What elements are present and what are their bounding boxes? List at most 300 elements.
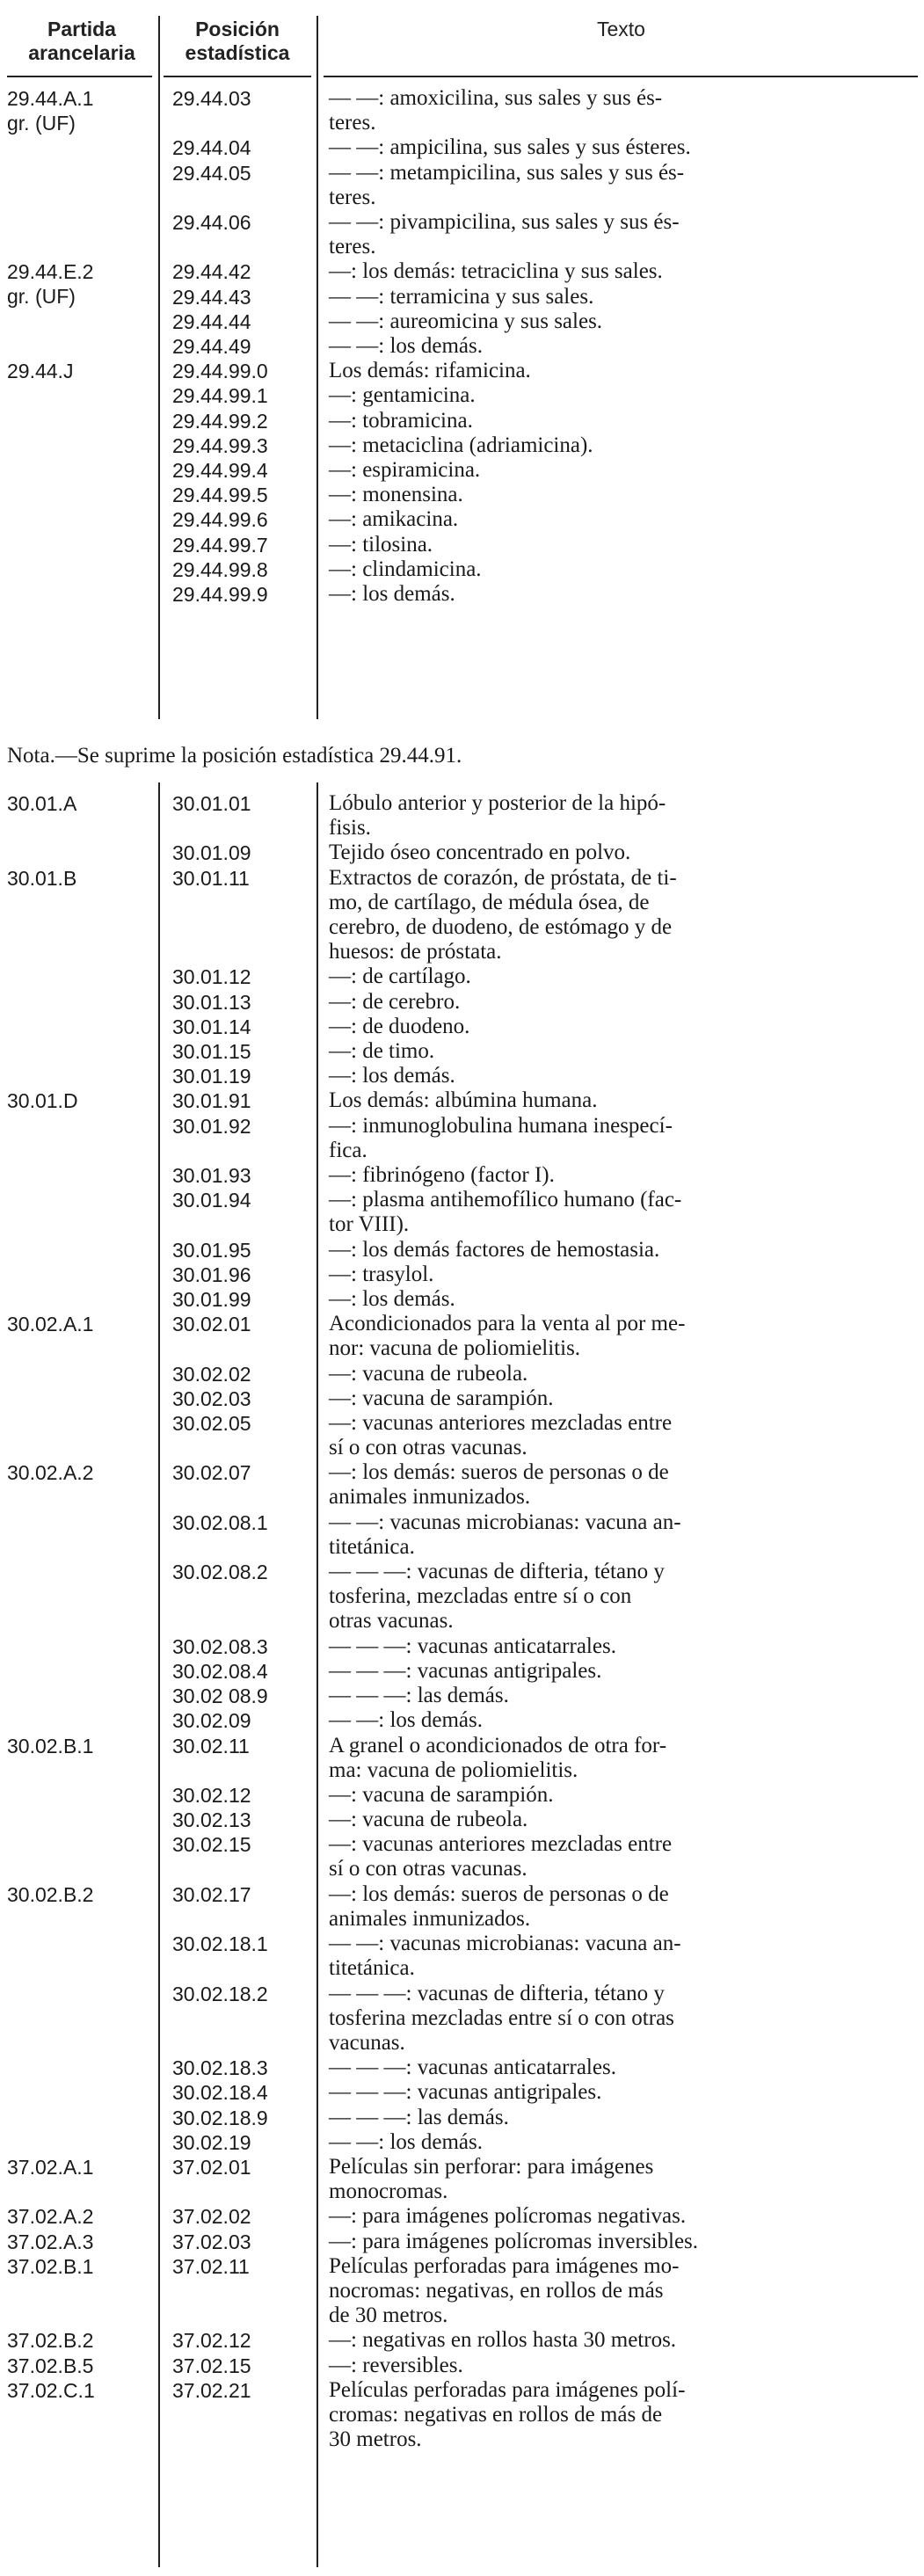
table-row — [0, 1237, 924, 1262]
table-row — [0, 483, 924, 507]
table-row — [0, 1361, 924, 1386]
texto-cell — [329, 1312, 913, 1361]
texto-cell — [329, 433, 913, 458]
posicion-estadistica-cell: 29.44.42 — [172, 260, 251, 284]
texto-line: Tejido óseo concentrado en polvo. — [329, 840, 631, 865]
texto-line: teres. — [329, 111, 376, 135]
posicion-estadistica-cell: 30.02.03 — [172, 1386, 251, 1410]
texto-cell — [329, 1411, 913, 1460]
texto-line: — —: vacunas microbianas: vacuna an- — [329, 1932, 681, 1956]
texto-cell — [329, 285, 913, 309]
posicion-estadistica-cell: 29.44.06 — [172, 211, 251, 234]
texto-line: —: los demás. — [329, 1064, 455, 1088]
table-row — [0, 1163, 924, 1187]
texto-line: tosferina mezcladas entre sí o con otras — [329, 2005, 674, 2030]
partida-unit: gr. (UF) — [7, 112, 76, 135]
texto-line: —: de timo. — [329, 1039, 435, 1063]
table-row — [0, 964, 924, 989]
texto-line: —: vacunas anteriores mezcladas entre — [329, 1411, 673, 1435]
texto-cell — [329, 383, 913, 408]
table-row — [0, 1708, 924, 1733]
posicion-estadistica-cell: 30.02.18.2 — [172, 1982, 268, 2005]
texto-line: fica. — [329, 1138, 367, 1162]
posicion-estadistica-cell: 30.01.94 — [172, 1189, 251, 1212]
texto-line: Películas perforadas para imágenes polí- — [329, 2377, 686, 2402]
table-row — [0, 210, 924, 258]
texto-line: —: los demás. — [329, 1287, 455, 1311]
posicion-estadistica-cell: 30.01.15 — [172, 1040, 251, 1063]
texto-cell — [329, 334, 913, 359]
texto-cell — [329, 1163, 913, 1188]
texto-line: — — —: vacunas anticatarrales. — [329, 1634, 616, 1658]
table-row — [0, 865, 924, 964]
texto-line: —: negativas en rollos hasta 30 metros. — [329, 2328, 677, 2353]
posicion-estadistica-cell: 30.02.18.1 — [172, 1932, 268, 1956]
posicion-estadistica-cell: 29.44.03 — [172, 87, 251, 110]
posicion-estadistica-cell: 30.02.18.3 — [172, 2056, 268, 2080]
texto-line: — —: terramicina y sus sales. — [329, 284, 594, 309]
posicion-estadistica-cell: 29.44.99.6 — [172, 508, 268, 532]
posicion-estadistica-cell: 29.44.99.2 — [172, 409, 268, 433]
texto-line: —: los demás: sueros de personas o de — [329, 1881, 669, 1906]
table-row — [0, 1832, 924, 1881]
table-row — [0, 582, 924, 606]
texto-cell — [329, 2155, 913, 2204]
posicion-estadistica-cell: 30.01.13 — [172, 990, 251, 1014]
posicion-estadistica-cell: 30.02.09 — [172, 1709, 251, 1733]
texto-line: —: los demás. — [329, 582, 455, 606]
posicion-estadistica-cell: 29.44.04 — [172, 136, 251, 160]
texto-cell — [329, 1882, 913, 1932]
texto-cell — [329, 2378, 913, 2452]
posicion-estadistica-cell: 37.02.11 — [172, 2254, 250, 2278]
table-row — [0, 1684, 924, 1708]
texto-line: —: los demás: sueros de personas o de — [329, 1460, 669, 1485]
texto-line: —: gentamicina. — [329, 383, 476, 408]
texto-cell — [329, 2328, 913, 2353]
partida-arancelaria-cell — [7, 2254, 93, 2279]
texto-line: — — —: vacunas antigripales. — [329, 2080, 602, 2105]
note-text: Nota.—Se suprime la posición estadística 29.44.91. — [7, 744, 462, 768]
texto-line: ma: vacuna de poliomielitis. — [329, 1757, 578, 1782]
partida-code: 37.02.C.1 — [7, 2378, 95, 2402]
header-posicion-line1: Posición — [195, 18, 280, 40]
table-row — [0, 1386, 924, 1410]
texto-line: teres. — [329, 235, 376, 258]
texto-cell — [329, 1932, 913, 1981]
posicion-estadistica-cell: 29.44.43 — [172, 285, 251, 309]
texto-cell — [329, 2204, 913, 2229]
texto-line: — — —: las demás. — [329, 1684, 509, 1708]
posicion-estadistica-cell: 30.02 08.9 — [172, 1685, 268, 1708]
texto-cell — [329, 533, 913, 557]
table-row — [0, 2105, 924, 2129]
texto-cell — [329, 1634, 913, 1659]
texto-line: Los demás: rifamicina. — [329, 359, 531, 383]
texto-cell — [329, 1460, 913, 1510]
partida-arancelaria-cell — [7, 86, 93, 135]
texto-line: —: vacuna de rubeola. — [329, 1808, 528, 1832]
partida-code: 37.02.A.2 — [7, 2205, 94, 2229]
table-row — [0, 1064, 924, 1088]
header-partida-line1: Partida — [47, 18, 116, 40]
texto-cell — [329, 791, 913, 840]
header-posicion-line2: estadística — [185, 41, 290, 64]
table-row — [0, 1088, 924, 1113]
posicion-estadistica-cell: 29.44.99.4 — [172, 459, 268, 482]
partida-code: 37.02.B.2 — [7, 2329, 94, 2353]
texto-line: — —: ampicilina, sus sales y sus ésteres. — [329, 135, 691, 160]
posicion-estadistica-cell: 37.02.21 — [172, 2378, 251, 2402]
posicion-estadistica-cell: 30.01.91 — [172, 1089, 251, 1113]
partida-arancelaria-cell — [7, 2354, 93, 2378]
texto-line: —: de cerebro. — [329, 989, 461, 1014]
header-rule-texto — [324, 76, 918, 77]
posicion-estadistica-cell: 30.02.17 — [172, 1882, 251, 1906]
texto-cell — [329, 964, 913, 989]
texto-cell — [329, 866, 913, 964]
partida-arancelaria-cell — [7, 2328, 93, 2353]
texto-line: —: trasylol. — [329, 1262, 434, 1286]
texto-cell — [329, 1362, 913, 1386]
table-row — [0, 1881, 924, 1931]
table-row — [0, 2129, 924, 2154]
posicion-estadistica-cell: 30.02.18.9 — [172, 2106, 268, 2129]
texto-cell — [329, 135, 913, 160]
posicion-estadistica-cell: 30.02.08.2 — [172, 1561, 268, 1584]
posicion-estadistica-cell: 30.02.08.1 — [172, 1510, 268, 1534]
texto-cell — [329, 1808, 913, 1832]
texto-line: —: clindamicina. — [329, 557, 482, 581]
texto-line: Películas sin perforar: para imágenes — [329, 2155, 654, 2179]
texto-cell — [329, 840, 913, 865]
texto-line: — —: aureomicina y sus sales. — [329, 309, 603, 333]
table-row — [0, 86, 924, 135]
posicion-estadistica-cell: 37.02.01 — [172, 2156, 251, 2179]
posicion-estadistica-cell: 30.01.95 — [172, 1238, 251, 1262]
texto-cell — [329, 2080, 913, 2105]
posicion-estadistica-cell: 37.02.03 — [172, 2230, 251, 2253]
partida-arancelaria-cell — [7, 2155, 93, 2179]
posicion-estadistica-cell: 30.01.01 — [172, 792, 251, 815]
posicion-estadistica-cell: 30.01.93 — [172, 1164, 251, 1187]
posicion-estadistica-cell: 30.02.02 — [172, 1362, 251, 1386]
table-row — [0, 532, 924, 557]
posicion-estadistica-cell: 30.01.96 — [172, 1263, 251, 1286]
texto-line: sí o con otras vacunas. — [329, 1436, 527, 1459]
texto-line: sí o con otras vacunas. — [329, 1857, 527, 1881]
partida-arancelaria-cell — [7, 2230, 93, 2254]
texto-cell — [329, 458, 913, 483]
texto-line: Extractos de corazón, de próstata, de ti- — [329, 865, 677, 890]
partida-code: 30.01.B — [7, 866, 77, 890]
texto-line: Lóbulo anterior y posterior de la hipó- — [329, 791, 666, 815]
table-row — [0, 1560, 924, 1634]
partida-code: 30.02.A.1 — [7, 1313, 94, 1336]
texto-line: — — —: vacunas de difteria, tétano y — [329, 1981, 665, 2005]
posicion-estadistica-cell: 37.02.12 — [172, 2329, 251, 2353]
partida-code: 37.02.A.3 — [7, 2230, 94, 2253]
texto-line: — — —: vacunas anticatarrales. — [329, 2056, 616, 2080]
posicion-estadistica-cell: 30.01.19 — [172, 1065, 251, 1088]
texto-cell — [329, 1734, 913, 1783]
texto-line: A granel o acondicionados de otra for- — [329, 1733, 667, 1757]
table-row — [0, 791, 924, 840]
table-row — [0, 408, 924, 433]
table-row — [0, 135, 924, 160]
texto-line: —: de cartílago. — [329, 964, 471, 989]
posicion-estadistica-cell: 29.44.99.5 — [172, 484, 268, 507]
texto-line: —: los demás factores de hemostasia. — [329, 1237, 660, 1262]
posicion-estadistica-cell: 29.44.99.9 — [172, 583, 268, 606]
table-row — [0, 1981, 924, 2055]
posicion-estadistica-cell: 30.02.05 — [172, 1412, 251, 1435]
partida-code: 30.01.A — [7, 792, 77, 815]
table-row — [0, 2080, 924, 2105]
posicion-estadistica-cell: 30.01.14 — [172, 1015, 251, 1038]
posicion-estadistica-cell: 30.01.12 — [172, 965, 251, 989]
partida-arancelaria-cell — [7, 1088, 78, 1113]
partida-arancelaria-cell — [7, 359, 73, 383]
texto-line: titetánica. — [329, 1956, 415, 1981]
table-row — [0, 458, 924, 482]
texto-cell — [329, 210, 913, 259]
posicion-estadistica-cell: 30.01.09 — [172, 841, 251, 865]
posicion-estadistica-cell: 30.01.92 — [172, 1114, 251, 1138]
texto-line: tor VIII). — [329, 1212, 410, 1237]
posicion-estadistica-cell: 29.44.99.3 — [172, 433, 268, 457]
texto-cell — [329, 1088, 913, 1113]
texto-cell — [329, 2106, 913, 2130]
table-row — [0, 433, 924, 457]
column-rule-1-lower — [158, 782, 160, 2567]
texto-cell — [329, 409, 913, 433]
partida-code: 37.02.B.1 — [7, 2254, 94, 2278]
posicion-estadistica-cell: 30.02.08.3 — [172, 1634, 268, 1658]
posicion-estadistica-cell: 29.44.49 — [172, 335, 251, 358]
texto-line: otras vacunas. — [329, 1609, 454, 1634]
texto-line: Películas perforadas para imágenes mo- — [329, 2253, 680, 2278]
texto-line: — —: los demás. — [329, 334, 483, 358]
texto-cell — [329, 1287, 913, 1312]
posicion-estadistica-cell: 30.01.99 — [172, 1288, 251, 1311]
partida-arancelaria-cell — [7, 2204, 93, 2229]
texto-line: —: espiramicina. — [329, 458, 481, 482]
texto-line: — —: pivampicilina, sus sales y sus és- — [329, 210, 680, 234]
texto-cell — [329, 1188, 913, 1237]
table-row — [0, 1113, 924, 1162]
texto-line: huesos: de próstata. — [329, 939, 502, 964]
texto-cell — [329, 1659, 913, 1684]
texto-cell — [329, 86, 913, 135]
header-posicion — [167, 18, 308, 65]
header-rule-partida — [7, 76, 152, 77]
texto-cell — [329, 1684, 913, 1708]
texto-cell — [329, 359, 913, 383]
table-row — [0, 2204, 924, 2229]
posicion-estadistica-cell: 30.02.08.4 — [172, 1660, 268, 1683]
partida-code: 30.02.B.2 — [7, 1882, 94, 1906]
texto-line: —: metaciclina (adriamicina). — [329, 433, 593, 457]
texto-cell — [329, 1560, 913, 1634]
table-row — [0, 2155, 924, 2203]
texto-cell — [329, 1114, 913, 1163]
table-row — [0, 1460, 924, 1510]
texto-cell — [329, 2130, 913, 2155]
texto-cell — [329, 1982, 913, 2056]
texto-line: — —: vacunas microbianas: vacuna an- — [329, 1510, 681, 1534]
texto-cell — [329, 1064, 913, 1088]
partida-arancelaria-cell — [7, 1460, 93, 1485]
texto-line: fisis. — [329, 816, 371, 840]
texto-line: tosferina, mezcladas entre sí o con — [329, 1584, 632, 1609]
texto-line: — —: los demás. — [329, 2129, 483, 2154]
texto-cell — [329, 2254, 913, 2328]
posicion-estadistica-cell: 29.44.44 — [172, 309, 251, 333]
texto-line: —: amikacina. — [329, 507, 459, 532]
texto-cell — [329, 582, 913, 607]
posicion-estadistica-cell: 30.02.07 — [172, 1461, 251, 1485]
texto-line: — —: los demás. — [329, 1708, 483, 1733]
partida-code: 30.02.B.1 — [7, 1734, 94, 1757]
texto-line: de 30 metros. — [329, 2303, 448, 2327]
texto-line: — —: metampicilina, sus sales y sus és- — [329, 160, 685, 185]
texto-cell — [329, 1039, 913, 1064]
partida-unit: gr. (UF) — [7, 285, 76, 309]
texto-line: —: vacunas anteriores mezcladas entre — [329, 1832, 673, 1857]
partida-arancelaria-cell — [7, 791, 76, 816]
texto-line: — —: amoxicilina, sus sales y sus és- — [329, 86, 663, 110]
texto-line: animales inmunizados. — [329, 1906, 531, 1931]
partida-code: 30.01.D — [7, 1089, 78, 1113]
partida-code: 29.44.J — [7, 360, 74, 383]
texto-cell — [329, 1015, 913, 1039]
partida-code: 37.02.B.5 — [7, 2354, 94, 2377]
table-row — [0, 2253, 924, 2327]
posicion-estadistica-cell: 30.02.01 — [172, 1313, 251, 1336]
table-row — [0, 383, 924, 408]
partida-code: 30.02.A.2 — [7, 1461, 94, 1485]
texto-line: —: inmunoglobulina humana inespecí- — [329, 1113, 673, 1138]
posicion-estadistica-cell: 29.44.99.7 — [172, 533, 268, 557]
texto-line: mo, de cartílago, de médula ósea, de — [329, 890, 650, 914]
texto-line: 30 metros. — [329, 2427, 422, 2451]
table-row — [0, 309, 924, 333]
posicion-estadistica-cell: 30.02.19 — [172, 2130, 251, 2154]
texto-cell — [329, 1238, 913, 1263]
table-row — [0, 359, 924, 383]
texto-line: —: para imágenes polícromas negativas. — [329, 2204, 687, 2229]
texto-line: cromas: negativas en rollos de más de — [329, 2402, 663, 2427]
texto-cell — [329, 1708, 913, 1733]
table-row — [0, 1411, 924, 1459]
posicion-estadistica-cell: 29.44.99.8 — [172, 557, 268, 581]
texto-line: —: vacuna de sarampión. — [329, 1783, 554, 1807]
texto-line: —: vacuna de rubeola. — [329, 1361, 528, 1386]
table-row — [0, 2328, 924, 2353]
texto-line: —: monensina. — [329, 483, 463, 507]
table-row — [0, 1287, 924, 1311]
texto-cell — [329, 507, 913, 532]
table-row — [0, 1312, 924, 1361]
header-rule-posicion — [164, 76, 311, 77]
table-row — [0, 840, 924, 865]
texto-line: monocromas. — [329, 2179, 448, 2203]
texto-cell — [329, 2056, 913, 2080]
texto-cell — [329, 2230, 913, 2254]
texto-cell — [329, 1263, 913, 1287]
texto-line: — — —: las demás. — [329, 2105, 509, 2129]
table-row — [0, 1634, 924, 1658]
texto-line: cerebro, de duodeno, de estómago y de — [329, 914, 673, 939]
table-row — [0, 989, 924, 1014]
partida-arancelaria-cell — [7, 1882, 93, 1907]
posicion-estadistica-cell: 29.44.99.0 — [172, 360, 268, 383]
partida-arancelaria-cell — [7, 866, 76, 891]
posicion-estadistica-cell: 30.02.12 — [172, 1784, 251, 1807]
table-row — [0, 1783, 924, 1807]
column-rule-1 — [158, 16, 160, 719]
table-row — [0, 160, 924, 209]
texto-line: —: vacuna de sarampión. — [329, 1386, 554, 1410]
table-row — [0, 1510, 924, 1559]
texto-cell — [329, 557, 913, 582]
posicion-estadistica-cell: 29.44.99.1 — [172, 384, 268, 408]
header-partida-line2: arancelaria — [28, 41, 135, 64]
table-row — [0, 507, 924, 532]
table-row — [0, 334, 924, 358]
texto-line: teres. — [329, 185, 376, 209]
texto-cell — [329, 161, 913, 210]
texto-line: —: de duodeno. — [329, 1014, 470, 1038]
table-row — [0, 557, 924, 581]
texto-line: —: los demás: tetraciclina y sus sales. — [329, 259, 663, 284]
column-rule-2-lower — [316, 782, 318, 2567]
texto-line: animales inmunizados. — [329, 1485, 531, 1510]
header-texto: Texto — [597, 18, 645, 40]
texto-cell — [329, 309, 913, 334]
table-row — [0, 1188, 924, 1237]
texto-line: —: fibrinógeno (factor I). — [329, 1163, 555, 1187]
posicion-estadistica-cell: 30.02.13 — [172, 1808, 251, 1832]
texto-line: nor: vacuna de poliomielitis. — [329, 1336, 581, 1361]
texto-cell — [329, 483, 913, 507]
texto-line: —: reversibles. — [329, 2353, 463, 2377]
posicion-estadistica-cell: 37.02.15 — [172, 2354, 251, 2377]
header-partida — [7, 18, 156, 65]
table-row — [0, 1659, 924, 1683]
texto-line: Los demás: albúmina humana. — [329, 1088, 598, 1113]
table-row — [0, 1733, 924, 1782]
texto-line: —: plasma antihemofílico humano (fac- — [329, 1188, 682, 1212]
partida-arancelaria-cell — [7, 2378, 95, 2403]
posicion-estadistica-cell: 30.02.11 — [172, 1734, 250, 1757]
partida-code: 37.02.A.1 — [7, 2156, 94, 2179]
texto-line: — — —: vacunas antigripales. — [329, 1659, 602, 1683]
partida-arancelaria-cell — [7, 1312, 93, 1336]
posicion-estadistica-cell: 37.02.02 — [172, 2205, 251, 2229]
texto-line: titetánica. — [329, 1534, 415, 1559]
partida-code: 29.44.E.2 — [7, 260, 94, 284]
posicion-estadistica-cell: 29.44.05 — [172, 161, 251, 185]
texto-cell — [329, 1783, 913, 1808]
texto-line: —: tobramicina. — [329, 408, 473, 433]
texto-line: —: tilosina. — [329, 532, 433, 557]
posicion-estadistica-cell: 30.02.18.4 — [172, 2081, 268, 2105]
partida-arancelaria-cell — [7, 1734, 93, 1758]
texto-line: —: para imágenes polícromas inversibles. — [329, 2229, 699, 2253]
texto-line: nocromas: negativas, en rollos de más — [329, 2278, 664, 2303]
